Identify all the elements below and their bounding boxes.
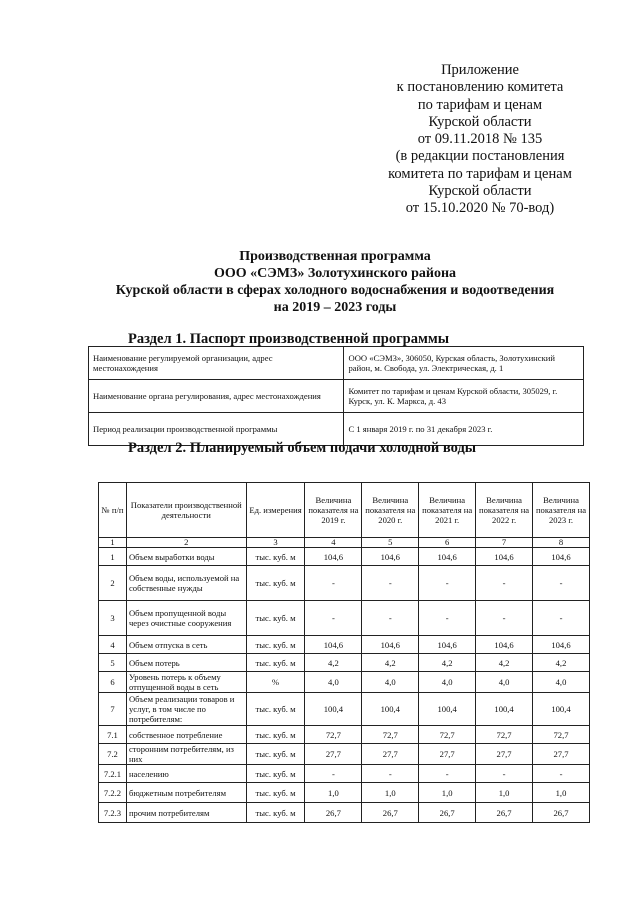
row-indicator: населению <box>126 765 246 783</box>
row-indicator: Уровень потерь к объему отпущенной воды в сеть <box>126 672 246 693</box>
appendix-block <box>380 62 580 218</box>
row-indicator: бюджетным потребителям <box>126 783 246 803</box>
row-value: - <box>476 765 533 783</box>
row-value: - <box>305 765 362 783</box>
document-title <box>60 248 610 316</box>
row-number: 6 <box>99 672 127 693</box>
row-value: 100,4 <box>305 693 362 726</box>
table-row <box>99 783 590 803</box>
passport-row <box>89 347 584 380</box>
column-number: 3 <box>246 538 305 548</box>
column-number: 6 <box>419 538 476 548</box>
row-value: - <box>362 601 419 636</box>
row-value: 100,4 <box>419 693 476 726</box>
row-value: 104,6 <box>305 636 362 654</box>
column-number: 4 <box>305 538 362 548</box>
row-value: 1,0 <box>419 783 476 803</box>
row-value: 4,0 <box>419 672 476 693</box>
row-number: 7 <box>99 693 127 726</box>
appendix-line: Курской области <box>428 113 532 130</box>
row-unit: тыс. куб. м <box>246 744 305 765</box>
row-value: 104,6 <box>533 548 590 566</box>
row-value: - <box>419 601 476 636</box>
column-header: Величина показателя на 2023 г. <box>533 483 590 538</box>
row-indicator: Объем реализации товаров и услуг, в том числе по потребителям: <box>126 693 246 726</box>
row-value: 26,7 <box>305 803 362 823</box>
row-value: 104,6 <box>305 548 362 566</box>
row-value: 100,4 <box>533 693 590 726</box>
row-number: 5 <box>99 654 127 672</box>
row-unit: тыс. куб. м <box>246 765 305 783</box>
column-header: Ед. измерения <box>246 483 305 538</box>
row-value: 4,2 <box>533 654 590 672</box>
table-row <box>99 636 590 654</box>
column-header: Величина показателя на 2021 г. <box>419 483 476 538</box>
column-number: 8 <box>533 538 590 548</box>
table-row <box>99 765 590 783</box>
row-value: 26,7 <box>419 803 476 823</box>
table-row <box>99 726 590 744</box>
row-value: 27,7 <box>305 744 362 765</box>
table-row <box>99 654 590 672</box>
row-value: 27,7 <box>362 744 419 765</box>
row-unit: тыс. куб. м <box>246 783 305 803</box>
passport-table <box>88 346 584 446</box>
appendix-line: от 15.10.2020 № 70-вод) <box>405 200 555 217</box>
row-value: - <box>476 601 533 636</box>
row-value: 4,0 <box>362 672 419 693</box>
passport-value: Комитет по тарифам и ценам Курской области, 305029, г. Курск, ул. К. Маркса, д. 43 <box>344 380 584 413</box>
title-line: ООО «СЭМЗ» Золотухинского района <box>213 266 457 281</box>
row-number: 2 <box>99 566 127 601</box>
row-indicator: Объем выработки воды <box>126 548 246 566</box>
row-value: 104,6 <box>476 636 533 654</box>
row-value: 104,6 <box>419 636 476 654</box>
appendix-line: к постановлению комитета <box>396 79 564 96</box>
appendix-line: Приложение <box>441 62 519 78</box>
water-volume-table <box>98 482 590 823</box>
row-value: 104,6 <box>533 636 590 654</box>
title-line: Курской области в сферах холодного водоснабжения и водоотведения <box>115 283 555 298</box>
table-row <box>99 744 590 765</box>
row-indicator: Объем потерь <box>126 654 246 672</box>
row-unit: тыс. куб. м <box>246 726 305 744</box>
passport-label: Период реализации производственной программы <box>89 413 344 446</box>
section2-heading: Раздел 2. Планируемый объем подачи холодной воды <box>128 440 477 456</box>
row-indicator: Объем воды, используемой на собственные нужды <box>126 566 246 601</box>
row-number: 4 <box>99 636 127 654</box>
table-row <box>99 803 590 823</box>
row-value: 72,7 <box>476 726 533 744</box>
row-value: 72,7 <box>362 726 419 744</box>
row-value: 26,7 <box>476 803 533 823</box>
row-indicator: собственное потребление <box>126 726 246 744</box>
row-number: 7.1 <box>99 726 127 744</box>
row-value: 1,0 <box>305 783 362 803</box>
appendix-line: по тарифам и ценам <box>417 96 543 113</box>
row-value: 4,2 <box>305 654 362 672</box>
row-unit: тыс. куб. м <box>246 548 305 566</box>
row-value: 72,7 <box>419 726 476 744</box>
section1-heading: Раздел 1. Паспорт производственной программы <box>128 331 450 347</box>
row-number: 7.2.2 <box>99 783 127 803</box>
row-value: 27,7 <box>533 744 590 765</box>
row-value: - <box>362 566 419 601</box>
passport-label: Наименование регулируемой организации, адрес местонахождения <box>89 347 344 380</box>
row-value: - <box>305 566 362 601</box>
row-unit: тыс. куб. м <box>246 654 305 672</box>
row-value: 104,6 <box>362 548 419 566</box>
column-header: Величина показателя на 2022 г. <box>476 483 533 538</box>
row-number: 7.2 <box>99 744 127 765</box>
column-header: Величина показателя на 2019 г. <box>305 483 362 538</box>
row-value: 4,0 <box>305 672 362 693</box>
row-value: - <box>362 765 419 783</box>
table-row <box>99 672 590 693</box>
appendix-line: Курской области <box>428 183 532 200</box>
row-value: 100,4 <box>362 693 419 726</box>
row-indicator: сторонним потребителям, из них <box>126 744 246 765</box>
row-number: 7.2.1 <box>99 765 127 783</box>
row-unit: тыс. куб. м <box>246 636 305 654</box>
row-value: 104,6 <box>419 548 476 566</box>
column-header: Показатели производственной деятельности <box>126 483 246 538</box>
row-value: - <box>533 765 590 783</box>
row-value: 100,4 <box>476 693 533 726</box>
column-number: 1 <box>99 538 127 548</box>
row-value: 4,2 <box>476 654 533 672</box>
column-number: 2 <box>126 538 246 548</box>
row-indicator: Объем пропущенной воды через очистные сооружения <box>126 601 246 636</box>
title-line: Производственная программа <box>239 249 431 264</box>
row-unit: тыс. куб. м <box>246 601 305 636</box>
row-number: 3 <box>99 601 127 636</box>
passport-value: С 1 января 2019 г. по 31 декабря 2023 г. <box>344 413 584 446</box>
row-value: 4,0 <box>476 672 533 693</box>
row-value: 27,7 <box>419 744 476 765</box>
passport-label: Наименование органа регулирования, адрес местонахождения <box>89 380 344 413</box>
row-value: 72,7 <box>533 726 590 744</box>
row-unit: тыс. куб. м <box>246 803 305 823</box>
table-row <box>99 693 590 726</box>
table-row <box>99 601 590 636</box>
row-value: 26,7 <box>362 803 419 823</box>
row-value: - <box>476 566 533 601</box>
row-value: 4,2 <box>362 654 419 672</box>
row-indicator: прочим потребителям <box>126 803 246 823</box>
row-value: 1,0 <box>362 783 419 803</box>
row-value: 4,2 <box>419 654 476 672</box>
row-value: 27,7 <box>476 744 533 765</box>
appendix-line: от 09.11.2018 № 135 <box>417 131 543 148</box>
row-value: - <box>533 566 590 601</box>
row-value: - <box>419 765 476 783</box>
row-number: 1 <box>99 548 127 566</box>
appendix-line: (в редакции постановления <box>395 148 565 165</box>
row-value: - <box>419 566 476 601</box>
table-header-row <box>99 483 590 538</box>
passport-value: ООО «СЭМЗ», 306050, Курская область, Золотухинский район, м. Свобода, ул. Электрическая, д. 1 <box>344 347 584 380</box>
table-row <box>99 548 590 566</box>
row-value: 1,0 <box>533 783 590 803</box>
row-unit: тыс. куб. м <box>246 693 305 726</box>
title-line: на 2019 – 2023 годы <box>273 300 397 315</box>
passport-row <box>89 380 584 413</box>
row-unit: % <box>246 672 305 693</box>
row-value: - <box>305 601 362 636</box>
column-number: 5 <box>362 538 419 548</box>
row-indicator: Объем отпуска в сеть <box>126 636 246 654</box>
row-unit: тыс. куб. м <box>246 566 305 601</box>
row-value: 72,7 <box>305 726 362 744</box>
row-value: 104,6 <box>476 548 533 566</box>
row-value: 104,6 <box>362 636 419 654</box>
column-header: № п/п <box>99 483 127 538</box>
row-value: 26,7 <box>533 803 590 823</box>
row-value: - <box>533 601 590 636</box>
table-row <box>99 566 590 601</box>
row-number: 7.2.3 <box>99 803 127 823</box>
column-header: Величина показателя на 2020 г. <box>362 483 419 538</box>
row-value: 1,0 <box>476 783 533 803</box>
column-number-row <box>99 538 590 548</box>
appendix-line: комитета по тарифам и ценам <box>388 165 572 182</box>
column-number: 7 <box>476 538 533 548</box>
row-value: 4,0 <box>533 672 590 693</box>
